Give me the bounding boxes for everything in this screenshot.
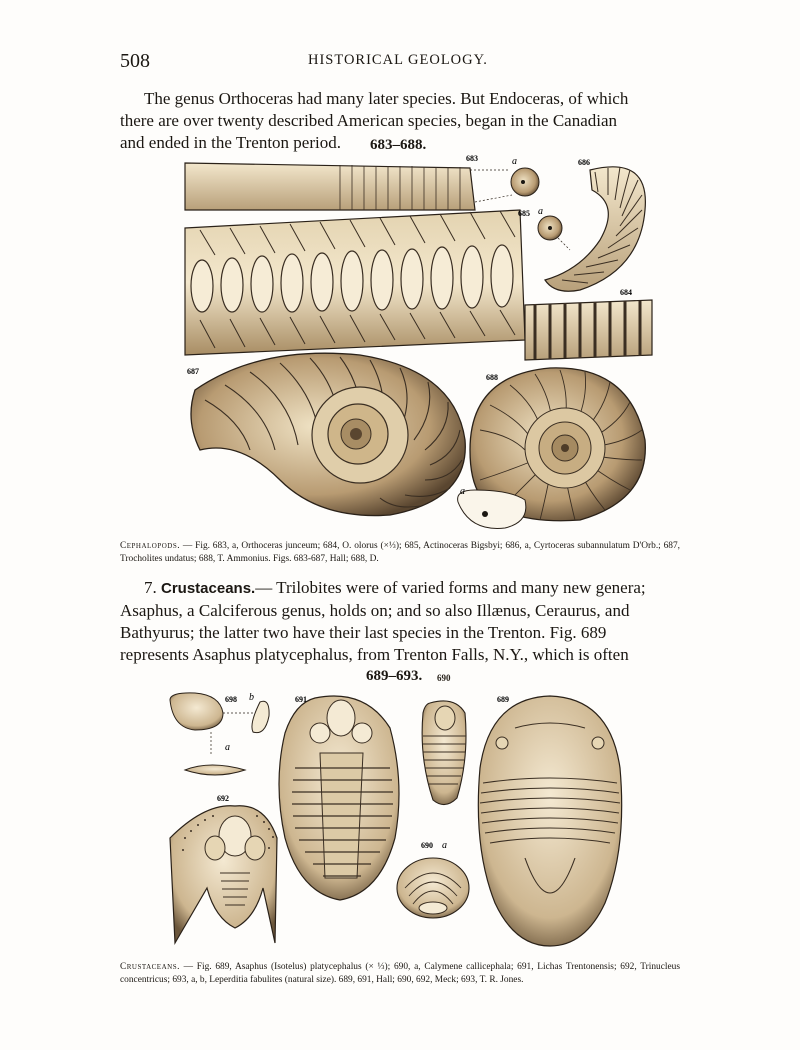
caption-label: Crustaceans.	[120, 962, 180, 972]
label-685-a: a	[538, 206, 543, 217]
figure-heading-crustaceans: 689–693.	[366, 668, 423, 684]
text-line: Bathyurus; the latter two have their last species in the Trenton. Fig. 689	[120, 623, 607, 642]
label-691: 691	[295, 695, 307, 704]
fig-689-asaphus	[478, 696, 621, 946]
fig-693-leperditia	[170, 693, 269, 775]
label-683: 683	[466, 154, 478, 163]
figure-heading-690: 690	[437, 673, 451, 683]
label-692: 692	[217, 794, 229, 803]
fig-692-trinucleus	[170, 806, 277, 943]
label-684: 684	[620, 288, 632, 297]
text-line: Asaphus, a Calciferous genus, holds on; and so also Illænus, Ceraurus, and	[120, 601, 630, 620]
label-689: 689	[497, 695, 509, 704]
fig-690a-calymene-rolled	[397, 858, 469, 918]
label-690a-letter: a	[442, 840, 447, 851]
label-690a-number: 690	[421, 841, 433, 850]
label-683-a: a	[512, 156, 517, 167]
fig-684-orthoceras-olorus	[525, 300, 652, 360]
section-number: 7.	[144, 578, 157, 597]
caption-text: — Fig. 683, a, Orthoceras junceum; 684, O. olorus (×⅓); 685, Actinoceras Bigsbyi; 686, a, Cyrtoceras subannulatum D'Orb.; 687, Trocholites undatus; 688, T. Ammonius. Figs. 683-687, Hall; 688, D.	[120, 541, 680, 564]
figure-caption-cephalopods	[120, 540, 680, 566]
figure-caption-crustaceans	[120, 961, 680, 987]
label-688-a: a	[460, 486, 465, 497]
caption-text: — Fig. 689, Asaphus (Isotelus) platycephalus (× ⅓); 690, a, Calymene callicephala; 691, Lichas Trentonensis; 692, Trinucleus concentricus; 693, a, b, Leperditia fabulites (natural size). 689, 691, Hall; 690, 692, Meck; 693, T. R. Jones.	[120, 962, 680, 985]
label-685: 685	[518, 209, 530, 218]
text-line: The genus Orthoceras had many later species. But Endoceras, of which	[144, 89, 629, 108]
caption-label: Cephalopods.	[120, 541, 181, 551]
figure-heading-cephalopods: 683–688.	[370, 137, 427, 153]
label-698: 698	[225, 695, 237, 704]
page-number: 508	[120, 50, 150, 72]
label-698-b: b	[249, 692, 254, 703]
label-688: 688	[486, 373, 498, 382]
text-line: represents Asaphus platycephalus, from Trenton Falls, N.Y., which is often	[120, 645, 629, 664]
label-686: 686	[578, 158, 590, 167]
label-687: 687	[187, 367, 199, 376]
cephalopod-plate-illustration	[180, 150, 660, 540]
fig-688-trocholites-ammonius	[458, 368, 646, 529]
text-line: — Trilobites were of varied forms and many new genera;	[255, 578, 646, 597]
paragraph-crustaceans	[120, 577, 680, 666]
text-line: and ended in the Trenton period.	[120, 133, 341, 152]
fig-691-lichas	[279, 696, 399, 900]
trilobite-plate-illustration	[165, 688, 635, 953]
running-title: HISTORICAL GEOLOGY.	[308, 52, 488, 68]
fig-687-trocholites	[191, 353, 465, 515]
section-heading: Crustaceans.	[161, 580, 256, 597]
fig-690-calymene	[422, 701, 466, 805]
label-698-a: a	[225, 742, 230, 753]
fig-683-orthoceras	[185, 163, 539, 210]
fig-685-actinoceras	[185, 210, 570, 355]
text-line: there are over twenty described American species, began in the Canadian	[120, 111, 618, 130]
